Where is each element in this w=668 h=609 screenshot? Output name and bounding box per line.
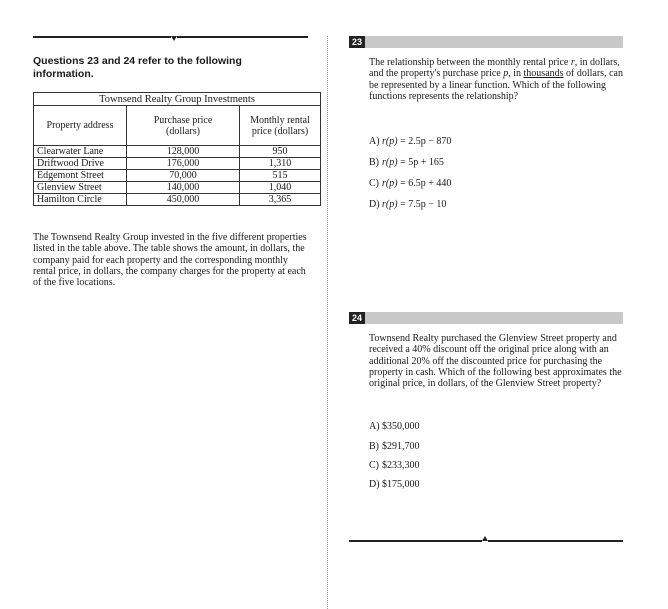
cell-purchase: 176,000 — [127, 158, 240, 170]
top-rule-left — [33, 36, 171, 38]
choice-24-a[interactable]: A) $350,000 — [369, 421, 420, 432]
choice-24-b[interactable]: B) $291,700 — [369, 441, 420, 452]
passage-text: The Townsend Realty Group invested in the five different properties listed in the table above. The table shows the amount, in dollars, the company paid for each property and the corresponding monthly rental price, in dollars, the company charges for the property at each of the five locations. — [33, 232, 307, 289]
question-23-number: 23 — [349, 36, 365, 48]
header-monthly-rental: Monthly rental price (dollars) — [240, 106, 321, 146]
question-24-number: 24 — [349, 312, 365, 324]
column-divider — [327, 36, 328, 609]
questions-heading: Questions 23 and 24 refer to the following information. — [33, 55, 242, 80]
choice-23-b[interactable]: B) r(p) = 5p + 165 — [369, 157, 444, 168]
choice-23-c[interactable]: C) r(p) = 6.5p + 440 — [369, 178, 452, 189]
cell-purchase: 70,000 — [127, 170, 240, 182]
bottom-rule-left — [349, 540, 482, 542]
table-row — [34, 194, 321, 206]
table-row — [34, 170, 321, 182]
cell-address: Clearwater Lane — [34, 146, 127, 158]
cell-address: Edgemont Street — [34, 170, 127, 182]
header-purchase-price: Purchase price (dollars) — [127, 106, 240, 146]
question-24-stem: Townsend Realty purchased the Glenview Street property and received a 40% discount off the original price along with an additional 20% off the discounted price for purchasing the property in cash. Which of the following best approximates the original price, in dollars, of the Glenview Street property? — [369, 333, 622, 390]
question-24-bar — [349, 312, 623, 324]
cell-address: Hamilton Circle — [34, 194, 127, 206]
cell-address: Glenview Street — [34, 182, 127, 194]
cell-rental: 3,365 — [240, 194, 321, 206]
cell-rental: 515 — [240, 170, 321, 182]
cell-rental: 950 — [240, 146, 321, 158]
cell-address: Driftwood Drive — [34, 158, 127, 170]
cell-purchase: 140,000 — [127, 182, 240, 194]
investments-table — [33, 92, 321, 206]
choice-24-c[interactable]: C) $233,300 — [369, 460, 420, 471]
table-caption: Townsend Realty Group Investments — [34, 93, 321, 106]
table-row — [34, 158, 321, 170]
table-row — [34, 182, 321, 194]
cell-purchase: 128,000 — [127, 146, 240, 158]
cell-rental: 1,040 — [240, 182, 321, 194]
choice-23-a[interactable]: A) r(p) = 2.5p − 870 — [369, 136, 452, 147]
cell-rental: 1,310 — [240, 158, 321, 170]
cell-purchase: 450,000 — [127, 194, 240, 206]
question-23-bar — [349, 36, 623, 48]
choice-24-d[interactable]: D) $175,000 — [369, 479, 420, 490]
choice-23-d[interactable]: D) r(p) = 7.5p − 10 — [369, 199, 447, 210]
bottom-rule-right — [488, 540, 623, 542]
table-row — [34, 146, 321, 158]
header-property-address: Property address — [34, 106, 127, 146]
question-23-stem: The relationship between the monthly rental price r, in dollars, and the property's purchase price p, in thousands of dollars, can be represented by a linear function. Which of the following functions represents the relationship? — [369, 57, 623, 102]
top-rule-right — [177, 36, 308, 38]
